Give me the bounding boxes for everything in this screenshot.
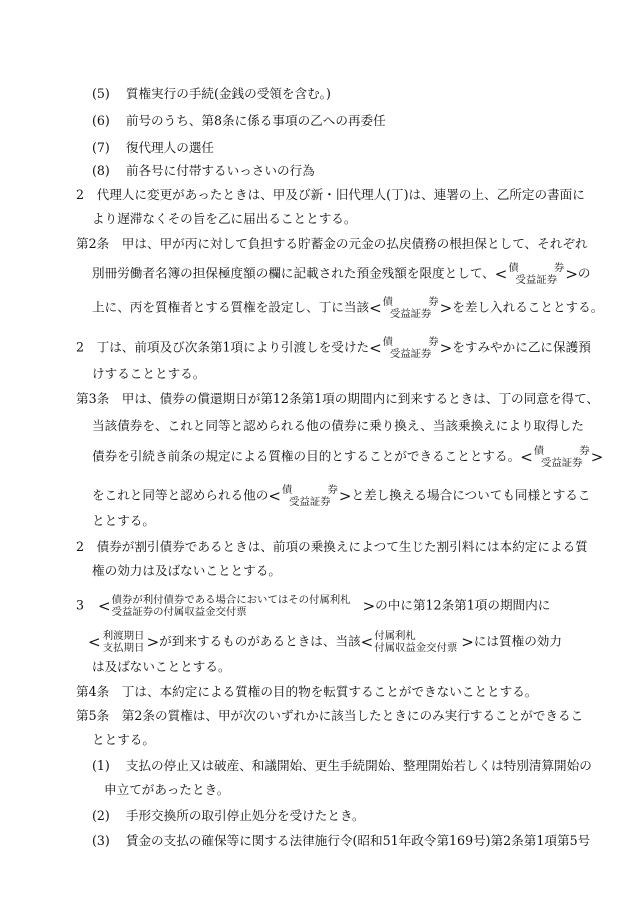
item-number: (3) [92,833,110,848]
stack-top: 利渡期日 [102,630,145,642]
list-item [92,163,315,179]
item-text: 支払の停止又は破産、和議開始、更生手続開始、整理開始若しくは特別清算開始の [125,758,592,773]
paragraph-line: けすることとする。 [92,366,206,381]
bracket-close: > [461,633,474,651]
text-run: と差し換える場合についても同様とするこ [351,487,591,503]
item-number: (6) [92,113,110,128]
bracket-open: < [494,265,508,283]
bond-choice-stack [534,445,590,469]
paragraph-line [76,594,550,618]
list-item [92,833,590,849]
stack-bottom: 受益証券 [389,348,432,360]
text-run: 別冊労働者名簿の担保極度額の欄に記載された預金残額を限度として、 [92,265,495,281]
bond-choice-stack [383,336,439,360]
paragraph-line: ととする。 [92,732,155,747]
text-run: が到来するものがあるときは、当該 [159,633,361,649]
item-text: 質権実行の手続(金銭の受領を含む。) [125,86,331,101]
item-number: (1) [92,758,110,773]
item-number: (7) [92,140,110,155]
stack-top: 債 券 [281,484,338,496]
stack-top: 付属利札 [374,630,416,642]
stack-top: 債 券 [533,445,590,457]
item-number: (5) [92,86,110,101]
text-run: 債券を引続き前条の規定による質権の目的とすることができることとする。 [92,448,521,464]
item-text: 賃金の支払の確保等に関する法律施行令(昭和51年政令第169号)第2条第1項第5号 [125,833,591,848]
paragraph-line: より遅滞なくその旨を乙に届出ることとする。 [92,211,357,226]
item-text: 前号のうち、第8条に係る事項の乙への再委任 [125,113,386,128]
coupon-choice-stack [112,594,362,618]
text-run: を差し入れることとする。 [452,299,604,315]
bracket-close: > [362,597,376,615]
bracket-open: < [88,633,101,651]
item-text: 手形交換所の取引停止処分を受けたとき。 [125,808,365,823]
text-run: には質権の効力 [473,633,562,649]
bond-choice-stack [282,484,338,508]
list-item [92,758,592,774]
bracket-open: < [268,487,281,505]
bracket-close: > [439,299,453,317]
stack-top: 債 券 [382,336,439,348]
list-item [92,113,386,129]
bracket-open: < [369,339,382,357]
list-item [92,808,365,824]
bracket-close: > [439,339,453,357]
text-run: の中に第12条第1項の期間内に [375,597,551,613]
paragraph-line [92,445,603,469]
bond-choice-stack [383,296,439,320]
list-item [92,86,331,102]
stack-top: 債 券 [508,262,565,274]
list-item-continuation: 申立てがあったとき。 [104,782,230,797]
text-run: 2 丁は、前項及び次条第1項により引渡しを受けた [76,339,370,355]
bracket-close: > [338,487,352,505]
article-5-heading-line: 第5条 第2条の質権は、甲が次のいずれかに該当したときにのみ実行することができるこ [76,708,584,723]
bracket-close: > [565,265,578,283]
text-run: をすみやかに乙に保護預 [452,339,591,355]
paragraph-line: 2 代理人に変更があったときは、甲及び新・旧代理人(丁)は、連署の上、乙所定の書面に [76,187,585,202]
date-choice-stack [102,630,146,654]
ticket-choice-stack [374,630,460,654]
stack-bottom: 受益証券の付属収益金交付票 [111,606,247,618]
article-4-heading-line: 第4条 丁は、本約定による質権の目的物を転質することができないこととする。 [76,684,538,699]
stack-top: 債 券 [382,296,439,308]
article-3-heading-line: 第3条 甲は、債券の償還期日が第12条第1項の期間内に到来するときは、丁の同意を得て、 [76,391,599,406]
stack-top: 債券が利付債券である場合においてはその付属利札 [111,594,351,606]
bracket-open: < [369,299,382,317]
bracket-open: < [520,448,533,466]
paragraph-line [76,336,591,360]
stack-bottom: 受益証券 [515,274,558,286]
paragraph-number: 3 [76,597,85,613]
bracket-close: > [146,633,160,651]
paragraph-line: 権の効力は及ばないこととする。 [92,563,281,578]
paragraph-line: は及ばないこととする。 [92,659,231,674]
item-number: (2) [92,808,110,823]
article-2-heading-line: 第2条 甲は、甲が丙に対して負担する貯蓄金の元金の払戻債務の根担保として、それぞれ [76,236,588,251]
paragraph-line: 2 債券が割引債券であるときは、前項の乗換えによつて生じた割引料には本約定による質 [76,539,588,554]
paragraph-line [92,262,591,286]
item-text: 前各号に付帯するいっさいの行為 [125,163,315,178]
item-text: 復代理人の選任 [125,140,215,155]
item-number: (8) [92,163,110,178]
paragraph-line [92,484,591,508]
stack-bottom: 支払期日 [102,642,145,654]
bond-choice-stack [508,262,564,286]
text-run: 上に、丙を質権者とする質権を設定し、丁に当該 [92,299,370,315]
stack-bottom: 受益証券 [540,457,583,469]
stack-bottom: 受益証券 [389,308,432,320]
paragraph-line: 当該債券を、これと同等と認められる他の債券に乗り換え、当該乗換えにより取得した [92,418,584,433]
paragraph-line [88,630,562,654]
paragraph-line: ととする。 [92,513,155,528]
text-run: をこれと同等と認められる他の [92,487,269,503]
bracket-open: < [98,597,111,615]
list-item [92,140,214,156]
paragraph-line [92,296,603,320]
bracket-close: > [590,448,604,466]
text-run: の [577,265,591,281]
bracket-open: < [360,633,374,651]
stack-bottom: 付属収益金交付票 [374,642,458,654]
stack-bottom: 受益証券 [289,496,331,508]
